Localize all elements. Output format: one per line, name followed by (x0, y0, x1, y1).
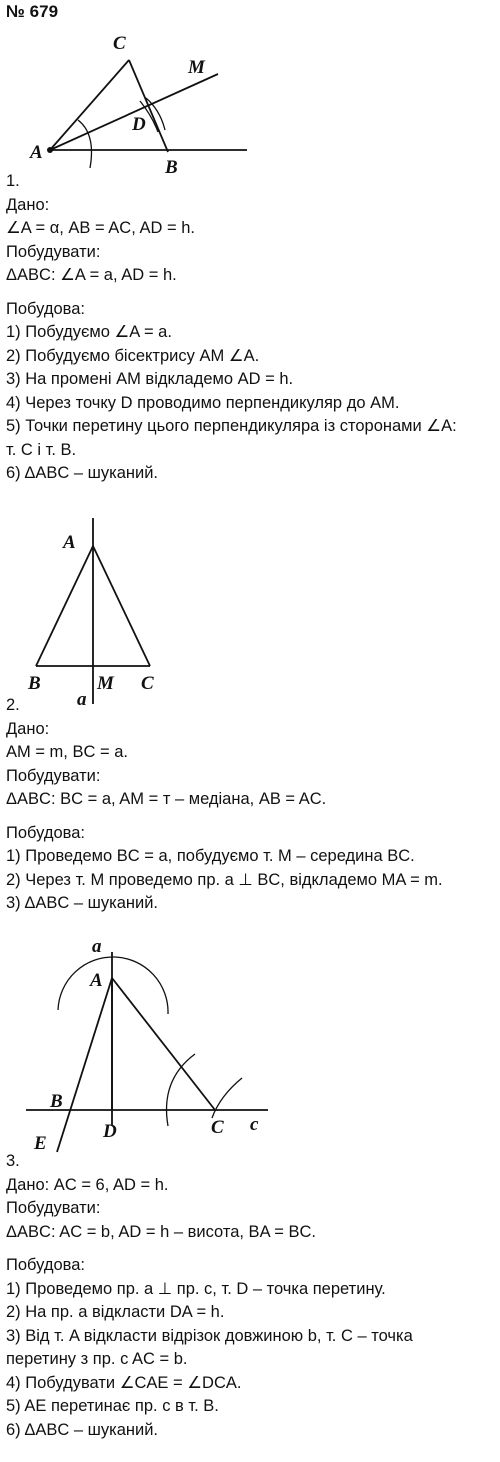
figure-3-diagram (0, 930, 300, 1160)
label-c: C (211, 1117, 224, 1138)
section-3-number: 3. (6, 1152, 20, 1170)
label-a: A (30, 142, 43, 163)
section-2-step: 3) ΔABC – шуканий. (6, 894, 159, 912)
section-1-step: 3) На промені AM відкладемо AD = h. (6, 370, 294, 388)
arc-around-a (58, 957, 168, 1014)
figure-2-diagram (0, 510, 200, 710)
section-2-construct: ΔABC: BC = a, AM = т – медіана, AB = AC. (6, 790, 327, 808)
label-d: D (103, 1121, 117, 1142)
side-ac (93, 546, 150, 666)
section-1-step: 2) Побудуємо бісектрису AM ∠A. (6, 346, 260, 365)
label-line-a: a (77, 689, 87, 710)
section-3-step: перетину з пр. c AC = b. (6, 1350, 188, 1368)
section-2-step: 1) Проведемо BC = a, побудуємо т. M – середина BC. (6, 847, 415, 865)
section-3-step: 2) На пр. a відкласти DA = h. (6, 1303, 225, 1321)
section-1-number: 1. (6, 172, 20, 190)
section-2-step: 2) Через т. M проведемо пр. a ⊥ BC, відкладемо MA = m. (6, 870, 443, 889)
section-1-given-heading: Дано: (6, 195, 50, 214)
section-1-step: 1) Побудуємо ∠A = a. (6, 323, 172, 341)
angle-arc (78, 120, 92, 168)
section-3-step: 6) ΔABC – шуканий. (6, 1420, 159, 1439)
label-a: A (90, 970, 103, 991)
section-3 (6, 1150, 496, 1442)
section-1-construct: ΔABC: ∠A = a, AD = h. (6, 266, 177, 284)
figure-1-diagram (0, 28, 260, 178)
section-2 (6, 694, 496, 916)
label-m: M (188, 57, 205, 78)
label-c: C (113, 33, 126, 54)
section-2-steps-heading: Побудова: (6, 823, 85, 842)
section-1-construct-heading: Побудувати: (6, 242, 101, 261)
ray-am (50, 74, 218, 150)
side-ab (36, 546, 93, 666)
label-m: M (97, 673, 114, 694)
section-1-steps-heading: Побудова: (6, 299, 85, 318)
section-1 (6, 170, 496, 486)
section-3-step: 5) AE перетинає пр. c в т. B. (6, 1397, 219, 1415)
section-1-given: ∠A = α, AB = AC, AD = h. (6, 219, 195, 237)
label-line-a: a (92, 936, 102, 957)
label-line-c: c (250, 1114, 259, 1135)
section-3-step: 3) Від т. A відкласти відрізок довжиною b, т. C – точка (6, 1326, 413, 1345)
section-2-number: 2. (6, 696, 20, 714)
label-c: C (141, 673, 154, 694)
point-a (47, 147, 53, 153)
section-1-step: т. C і т. B. (6, 440, 77, 459)
label-d: D (132, 114, 146, 135)
side-ac (112, 978, 215, 1110)
section-3-given: Дано: AC = 6, AD = h. (6, 1175, 169, 1194)
section-2-given-heading: Дано: (6, 719, 50, 738)
section-3-step: 1) Проведемо пр. a ⊥ пр. c, т. D – точка перетину. (6, 1279, 386, 1298)
label-e: E (34, 1133, 47, 1154)
line-cb (129, 60, 168, 152)
label-b: B (50, 1091, 63, 1112)
section-1-step: 4) Через точку D проводимо перпендикуляр до AM. (6, 393, 400, 412)
section-1-step: 6) ΔABC – шуканий. (6, 464, 159, 482)
label-a: A (63, 532, 76, 553)
label-b: B (165, 157, 178, 178)
section-3-construct: ΔABC: AC = b, AD = h – висота, BA = BC. (6, 1222, 316, 1241)
section-3-steps-heading: Побудова: (6, 1256, 85, 1274)
problem-number: № 679 (6, 2, 59, 21)
section-1-step: 5) Точки перетину цього перпендикуляра із сторонами ∠A: (6, 417, 457, 435)
arc-at-c-2 (212, 1078, 242, 1118)
section-3-step: 4) Побудувати ∠CAE = ∠DCA. (6, 1373, 242, 1392)
label-b: B (28, 673, 41, 694)
section-3-construct-heading: Побудувати: (6, 1199, 101, 1217)
section-2-construct-heading: Побудувати: (6, 766, 101, 785)
section-2-given: AM = m, BC = a. (6, 743, 128, 761)
